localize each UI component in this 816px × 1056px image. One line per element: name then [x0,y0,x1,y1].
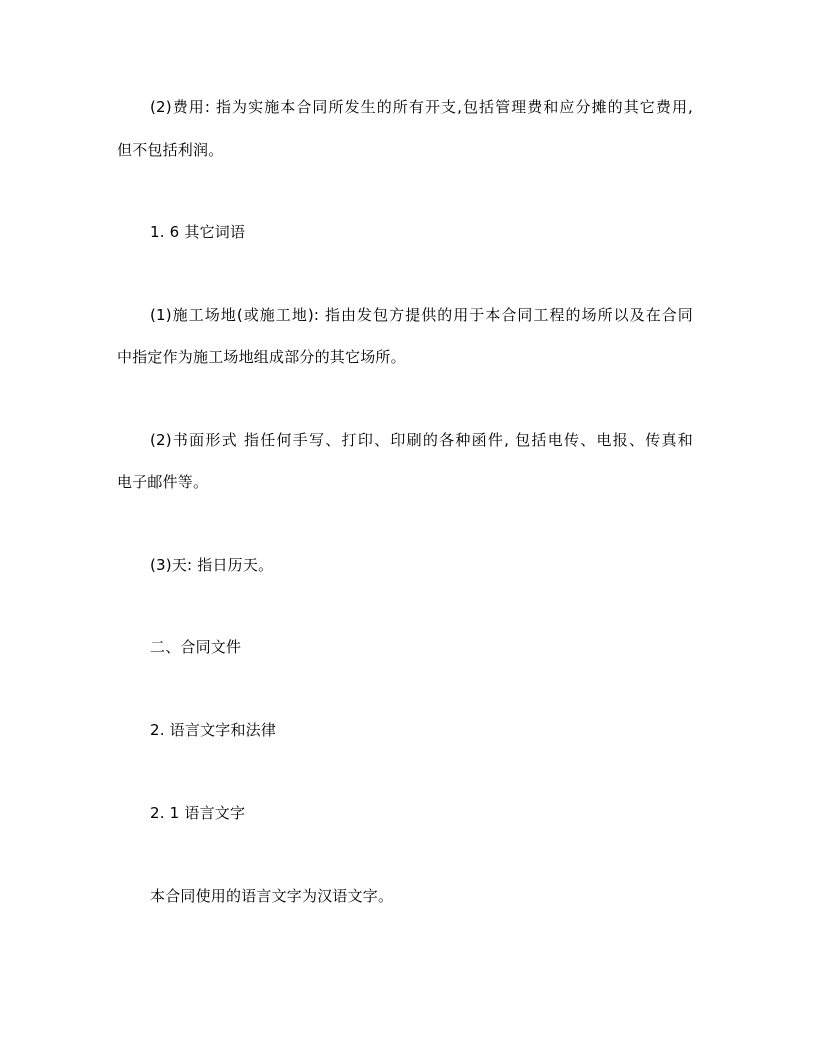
day-definition: (3)天: 指日历天。 [150,556,274,574]
chapter-heading-contract-documents: 二、合同文件 [150,638,242,656]
section-heading-other-terms: 1. 6 其它词语 [150,223,246,241]
fee-definition-line-2: 但不包括利润。 [117,141,224,159]
written-form-definition-line-2: 电子邮件等。 [117,473,209,491]
written-form-definition-line-1: (2)书面形式 指任何手写、打印、印刷的各种函件, 包括电传、电报、传真和 [150,431,693,449]
fee-definition-line-1: (2)费用: 指为实施本合同所发生的所有开支,包括管理费和应分摊的其它费用, [150,98,693,116]
language-clause: 本合同使用的语言文字为汉语文字。 [150,887,394,905]
section-heading-language-and-law: 2. 语言文字和法律 [150,721,277,739]
subsection-heading-language: 2. 1 语言文字 [150,804,246,822]
site-definition-line-2: 中指定作为施工场地组成部分的其它场所。 [117,348,406,366]
site-definition-line-1: (1)施工场地(或施工地): 指由发包方提供的用于本合同工程的场所以及在合同 [150,306,693,324]
